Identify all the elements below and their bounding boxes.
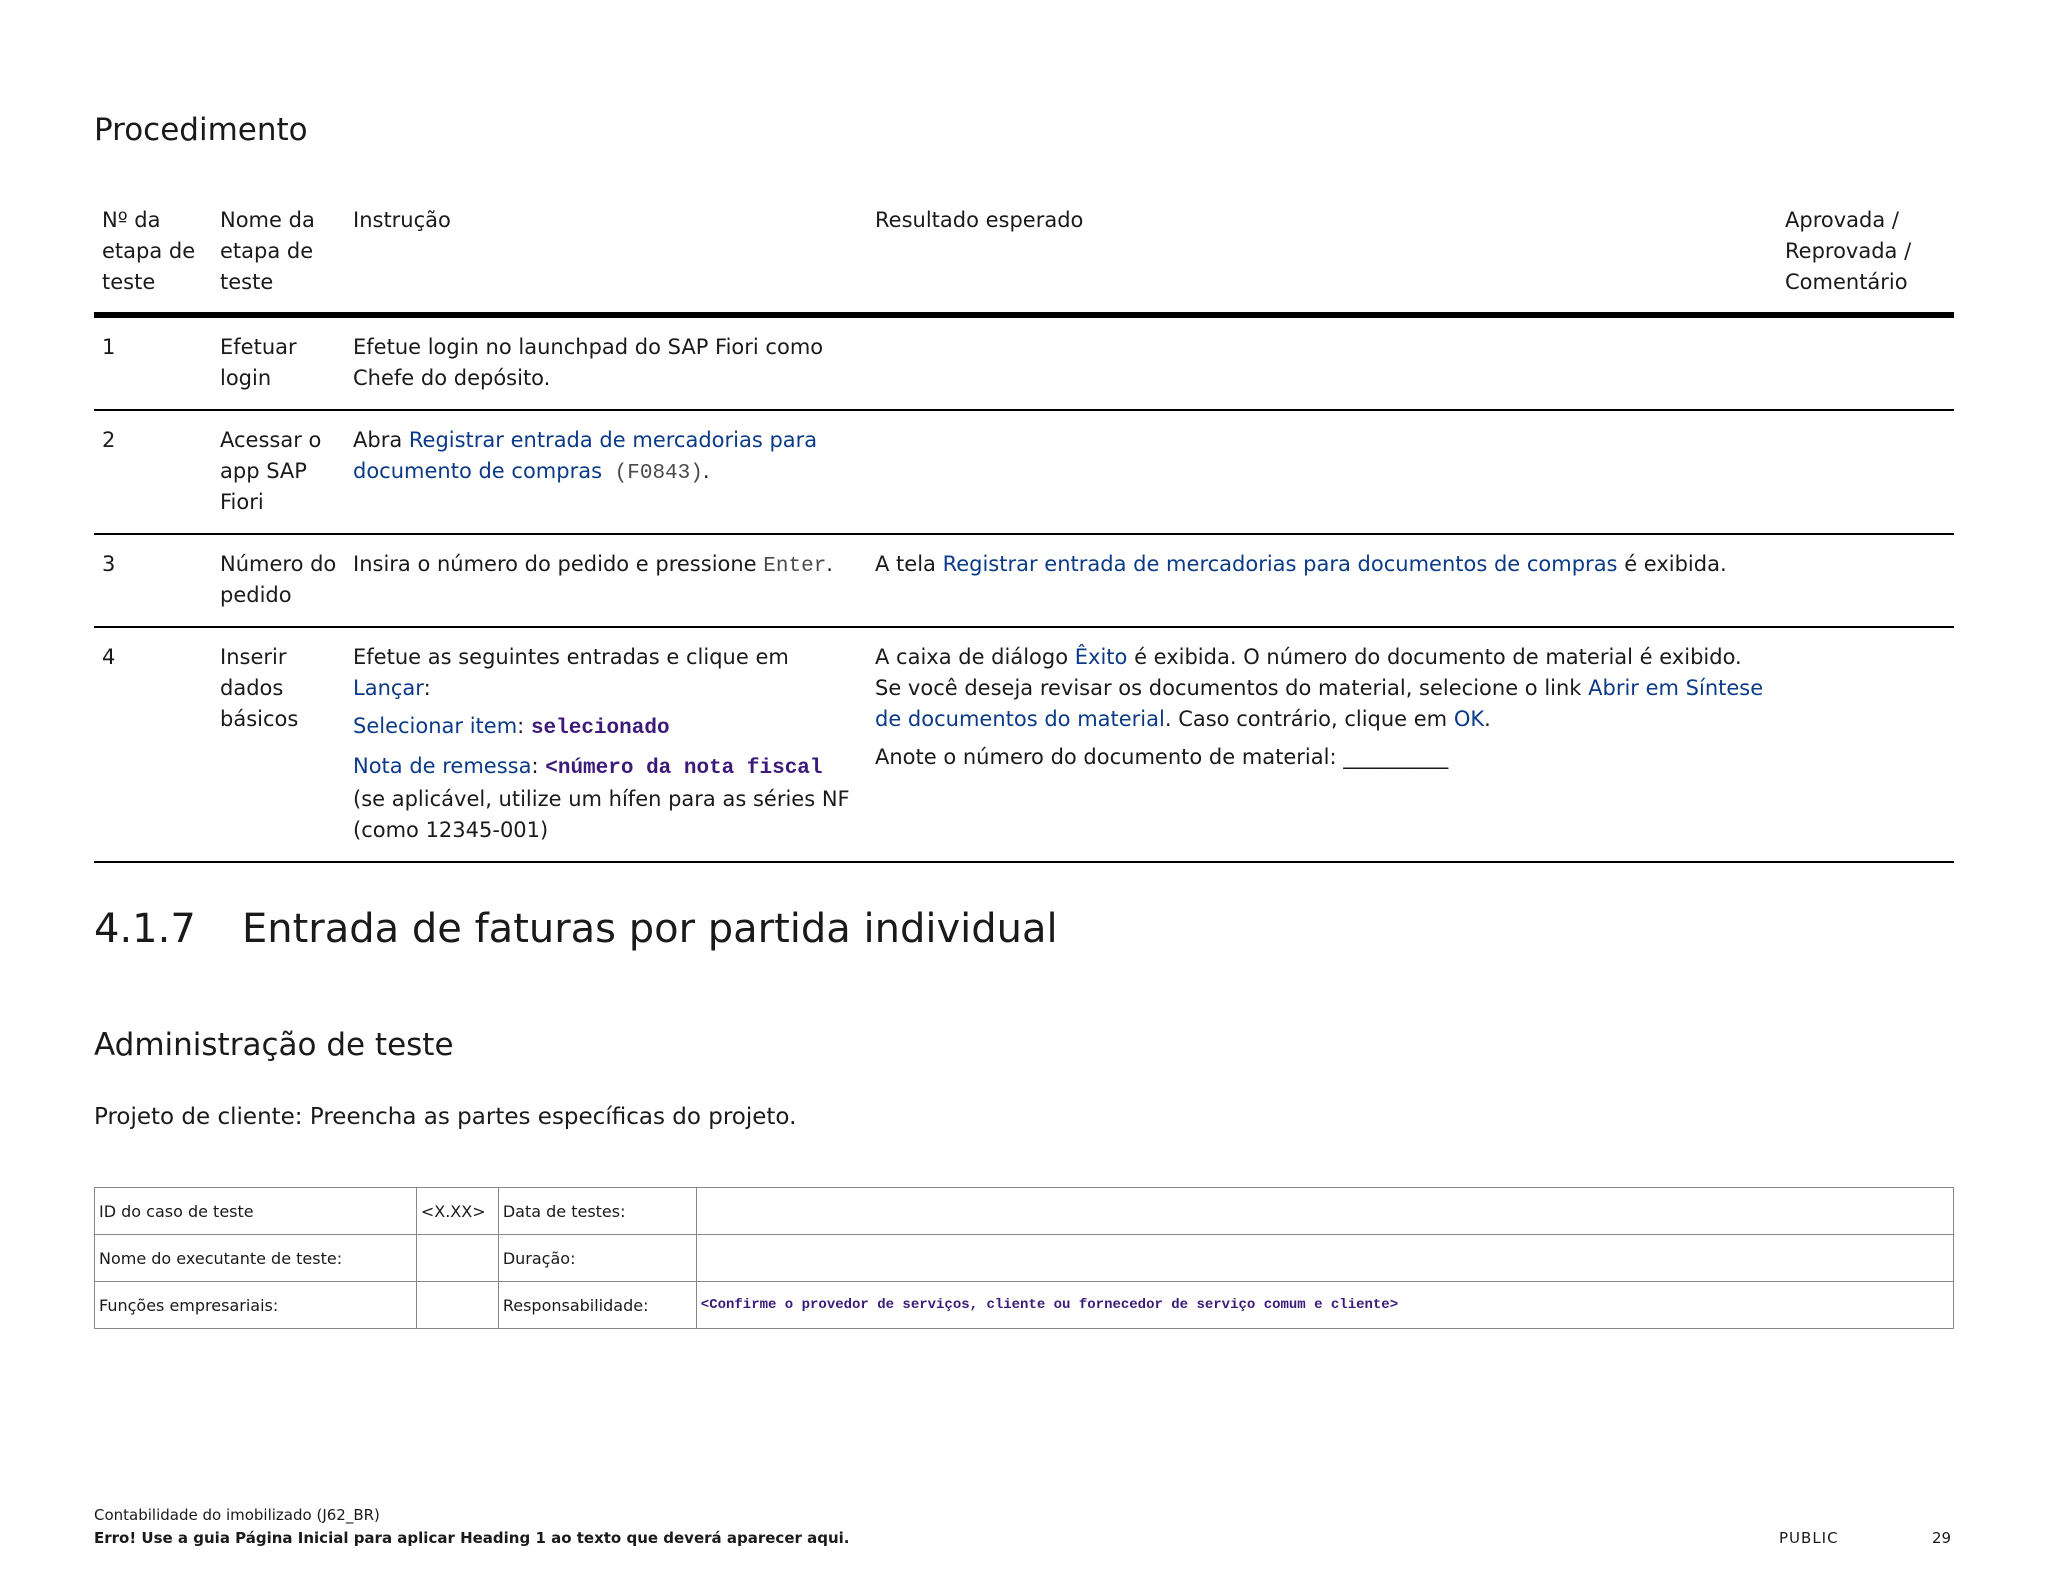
procedure-heading: Procedimento <box>94 112 308 148</box>
result-text-end: é exibida. <box>1617 552 1727 576</box>
result-text: A tela <box>875 552 943 576</box>
step-number: 1 <box>94 315 212 410</box>
step-status <box>1777 627 1954 862</box>
admin-value[interactable] <box>696 1188 1953 1235</box>
footer-page-number: 29 <box>1932 1529 1952 1547</box>
admin-label: ID do caso de teste <box>95 1188 417 1235</box>
step-instruction: Efetue login no launchpad do SAP Fiori como Chefe do depósito. <box>345 315 867 410</box>
instruction-text-end: : <box>423 676 431 700</box>
admin-value[interactable]: <X.XX> <box>416 1188 498 1235</box>
col-header-step-number: Nº da etapa de teste <box>94 203 212 315</box>
result-line: A caixa de diálogo Êxito é exibida. O número do documento de material é exibido. Se você deseja revisar os documentos do material, selecione o link Abrir em Síntese de documentos do material. Caso contrário, clique em OK. <box>875 645 1764 731</box>
admin-label: Data de testes: <box>498 1188 696 1235</box>
step-name: Número do pedido <box>212 534 345 627</box>
screen-link[interactable]: Registrar entrada de mercadorias para documentos de compras <box>942 552 1618 576</box>
app-id-code: (F0843) <box>602 462 703 485</box>
col-header-step-name: Nome da etapa de teste <box>212 203 345 315</box>
admin-heading: Administração de teste <box>94 1027 454 1063</box>
step-name: Acessar o app SAP Fiori <box>212 410 345 534</box>
success-dialog-link[interactable]: Êxito <box>1074 645 1128 669</box>
section-heading <box>94 906 1058 952</box>
admin-label: Funções empresariais: <box>95 1282 417 1329</box>
table-row <box>94 315 1954 410</box>
admin-value[interactable]: <Confirme o provedor de serviços, cliente ou fornecedor de serviço comum e cliente> <box>696 1282 1953 1329</box>
instruction-text-end: . <box>826 552 833 576</box>
step-status <box>1777 410 1954 534</box>
table-row <box>95 1282 1954 1329</box>
ok-link[interactable]: OK <box>1453 707 1485 731</box>
procedure-header-row <box>94 203 1954 315</box>
step-number: 3 <box>94 534 212 627</box>
admin-label: Duração: <box>498 1235 696 1282</box>
instruction-text: Efetue as seguintes entradas e clique em <box>353 645 789 669</box>
col-header-expected-result: Resultado esperado <box>867 203 1777 315</box>
procedure-table <box>94 203 1954 863</box>
material-docs-link[interactable]: Abrir em Síntese de documentos do material <box>875 676 1764 731</box>
field-entry-delivery-note: Nota de remessa: <número da nota fiscal (se aplicável, utilize um hífen para as séries NF (como 12345-001) <box>353 754 850 842</box>
step-name: Efetuar login <box>212 315 345 410</box>
admin-value[interactable] <box>696 1235 1953 1282</box>
step-instruction <box>345 627 867 862</box>
step-expected-result <box>867 410 1777 534</box>
table-row <box>95 1235 1954 1282</box>
step-status <box>1777 315 1954 410</box>
step-name: Inserir dados básicos <box>212 627 345 862</box>
instruction-text: Abra <box>353 428 409 452</box>
step-expected-result <box>867 315 1777 410</box>
app-link[interactable]: Registrar entrada de mercadorias para documento de compras <box>353 428 818 483</box>
result-note: Anote o número do documento de material: __________ <box>875 745 1449 769</box>
section-title: Entrada de faturas por partida individual <box>242 906 1058 952</box>
step-instruction <box>345 410 867 534</box>
footer-document-title: Contabilidade do imobilizado (J62_BR) <box>94 1506 380 1524</box>
instruction-text-end: . <box>702 459 710 483</box>
step-number: 4 <box>94 627 212 862</box>
delivery-note-label[interactable]: Nota de remessa <box>353 754 532 778</box>
admin-value[interactable] <box>416 1235 498 1282</box>
delivery-note-hint: (se aplicável, utilize um hífen para as séries NF (como 12345-001) <box>353 787 850 842</box>
select-item-value: selecionado <box>530 717 670 740</box>
table-row <box>95 1188 1954 1235</box>
step-status <box>1777 534 1954 627</box>
section-number: 4.1.7 <box>94 906 196 952</box>
step-number: 2 <box>94 410 212 534</box>
col-header-instruction: Instrução <box>345 203 867 315</box>
admin-note: Projeto de cliente: Preencha as partes específicas do projeto. <box>94 1104 797 1130</box>
post-link[interactable]: Lançar <box>353 676 424 700</box>
col-header-status: Aprovada / Reprovada / Comentário <box>1777 203 1954 315</box>
instruction-text: Insira o número do pedido e pressione <box>353 552 764 576</box>
instruction-line <box>353 642 859 704</box>
field-entry-select-item: Selecionar item: selecionado <box>353 714 670 740</box>
admin-value[interactable] <box>416 1282 498 1329</box>
step-instruction <box>345 534 867 627</box>
footer-classification: PUBLIC <box>1779 1529 1839 1547</box>
delivery-note-value: <número da nota fiscal <box>545 757 823 780</box>
table-row <box>94 627 1954 862</box>
enter-key-code: Enter <box>763 555 827 578</box>
admin-label: Nome do executante de teste: <box>95 1235 417 1282</box>
step-expected-result <box>867 534 1777 627</box>
step-expected-result <box>867 627 1777 862</box>
footer-error-text: Erro! Use a guia Página Inicial para aplicar Heading 1 ao texto que deverá aparecer aqui. <box>94 1529 850 1547</box>
table-row <box>94 410 1954 534</box>
admin-label: Responsabilidade: <box>498 1282 696 1329</box>
select-item-label[interactable]: Selecionar item <box>353 714 518 738</box>
table-row <box>94 534 1954 627</box>
admin-table <box>94 1187 1954 1329</box>
